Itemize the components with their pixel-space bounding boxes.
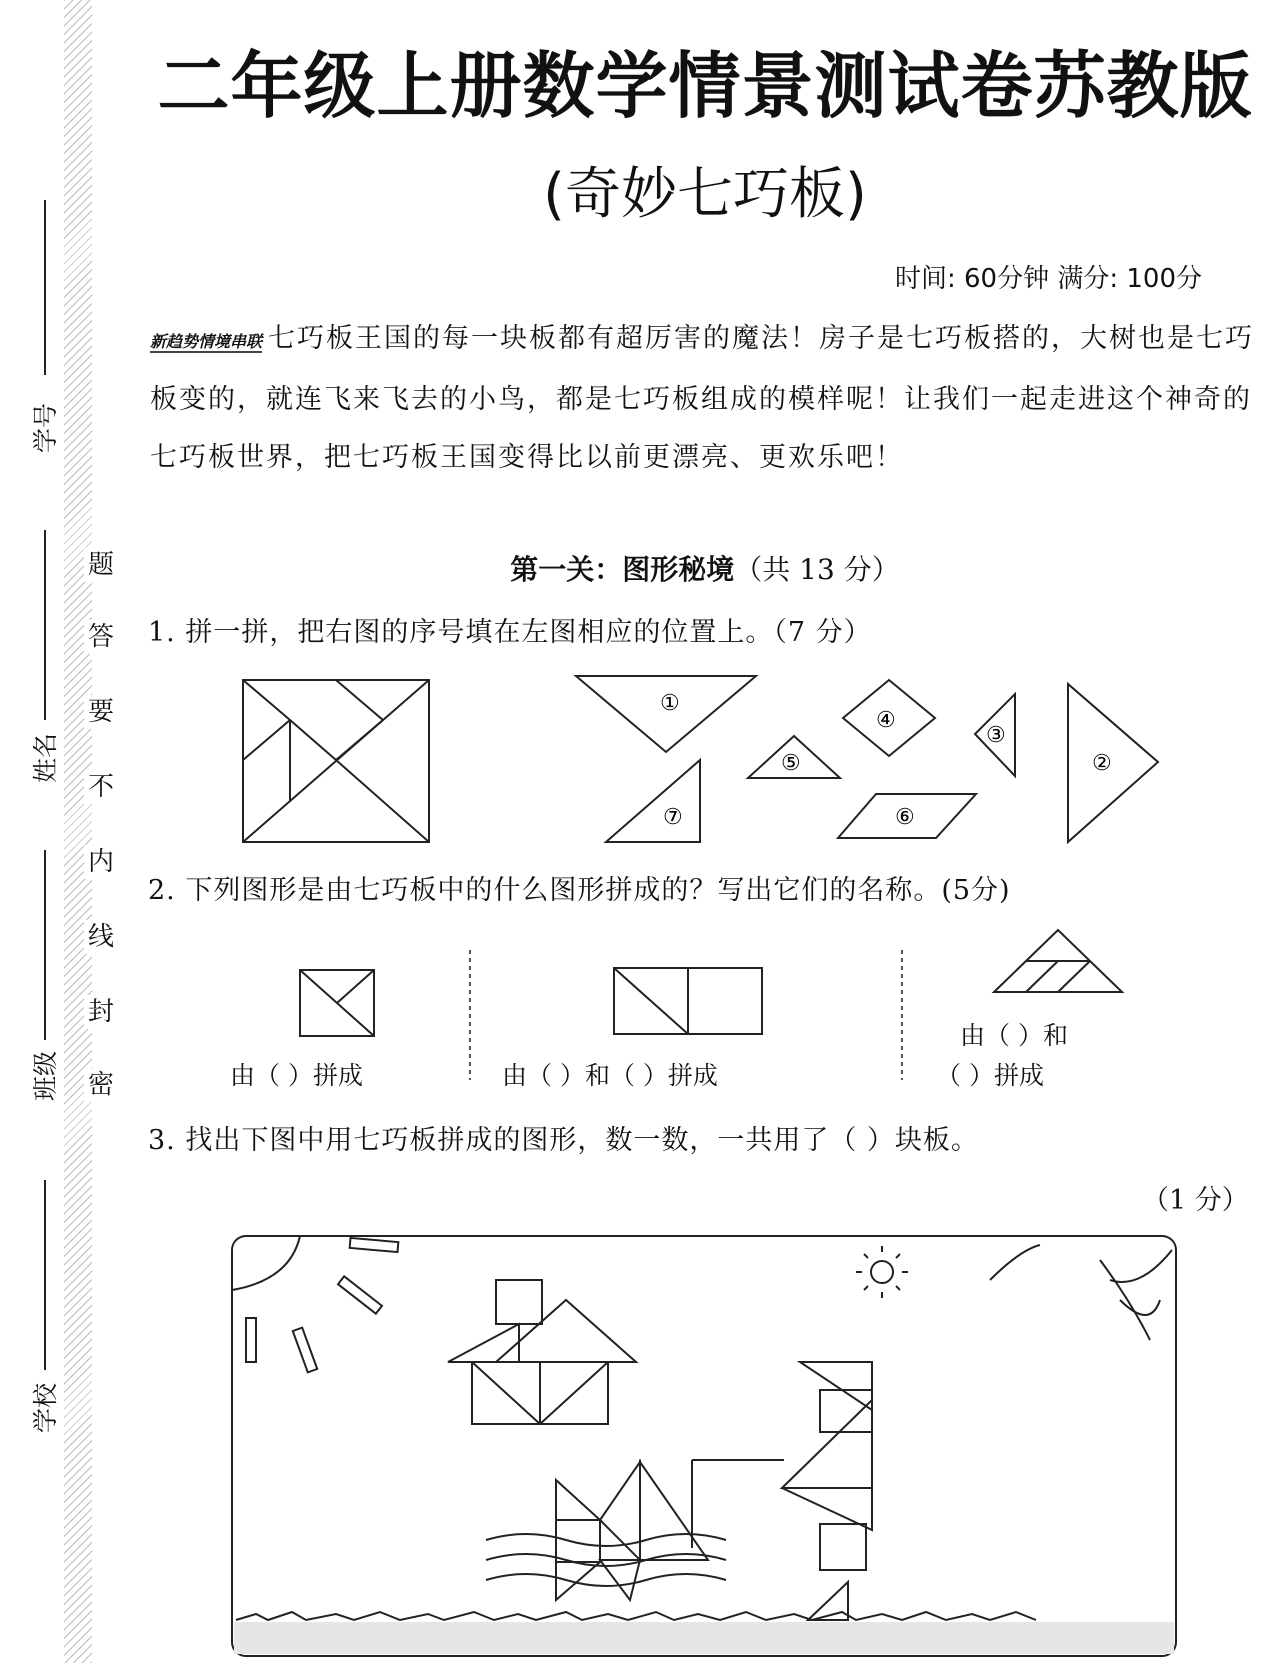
tangram-fish [556,1462,708,1600]
leaves [990,1245,1172,1340]
piece-label-3: ③ [986,723,1006,748]
question-3: 3. 找出下图中用七巧板拼成的图形，数一数，一共用了（ ）块板。 [148,1125,979,1156]
piece-label-6: ⑥ [895,805,915,830]
seal-char: 题 [84,548,118,582]
seal-char: 要 [84,695,118,729]
section-name: 第一关：图形秘境 [510,553,735,586]
exam-meta: 时间: 60分钟 满分: 100分 [894,264,1202,294]
name-label: 姓名 [31,733,60,784]
trend-badge: 新趋势情境串联 [150,332,263,351]
tangram-bird [692,1362,872,1620]
tangram-house [448,1280,636,1424]
q2-answer-3a[interactable]: 由（ ）和 [960,1021,1068,1050]
class-label: 班级 [31,1051,60,1102]
piece-label-7: ⑦ [663,805,683,830]
q2-answer-2[interactable]: 由（ ）和（ ）拼成 [502,1061,718,1090]
seal-char: 答 [84,620,118,654]
piece-label-1: ① [660,691,680,716]
section-score: （共 13 分） [734,553,900,586]
seal-char: 线 [84,920,118,954]
piece-label-4: ④ [876,708,896,733]
ground [234,1622,1174,1654]
seal-char: 不 [84,770,118,804]
piece-label-5: ⑤ [781,751,801,776]
sun-corner [232,1236,300,1290]
student-id-label: 学号 [31,403,60,454]
seal-char: 密 [84,1068,118,1102]
q2-answer-3b[interactable]: （ ）拼成 [936,1061,1044,1090]
question-1: 1. 拼一拼，把右图的序号填在左图相应的位置上。（7 分） [148,617,872,648]
page-subtitle: (奇妙七巧板) [543,162,867,227]
question-2: 2. 下列图形是由七巧板中的什么图形拼成的？写出它们的名称。(5分) [148,875,1011,906]
school-label: 学校 [31,1383,60,1434]
page-title: 二年级上册数学情景测试卷苏教版 [157,44,1253,128]
q2-answer-1[interactable]: 由（ ）拼成 [230,1061,363,1090]
small-sun-rays [856,1246,908,1298]
piece-label-2: ② [1092,751,1112,776]
seal-char: 封 [84,995,118,1029]
question-3-score: （1 分） [1142,1185,1249,1216]
seal-char: 内 [84,845,118,879]
grass [236,1612,1036,1620]
intro-text: 七巧板王国的每一块板都有超厉害的魔法！房子是七巧板搭的，大树也是七巧板变的，就连飞来飞去的小鸟，都是七巧板组成的模样呢！让我们一起走进这个神奇的七巧板世界，把七巧板王国变得比以前更漂亮、更欢乐吧！ [150,323,1255,473]
